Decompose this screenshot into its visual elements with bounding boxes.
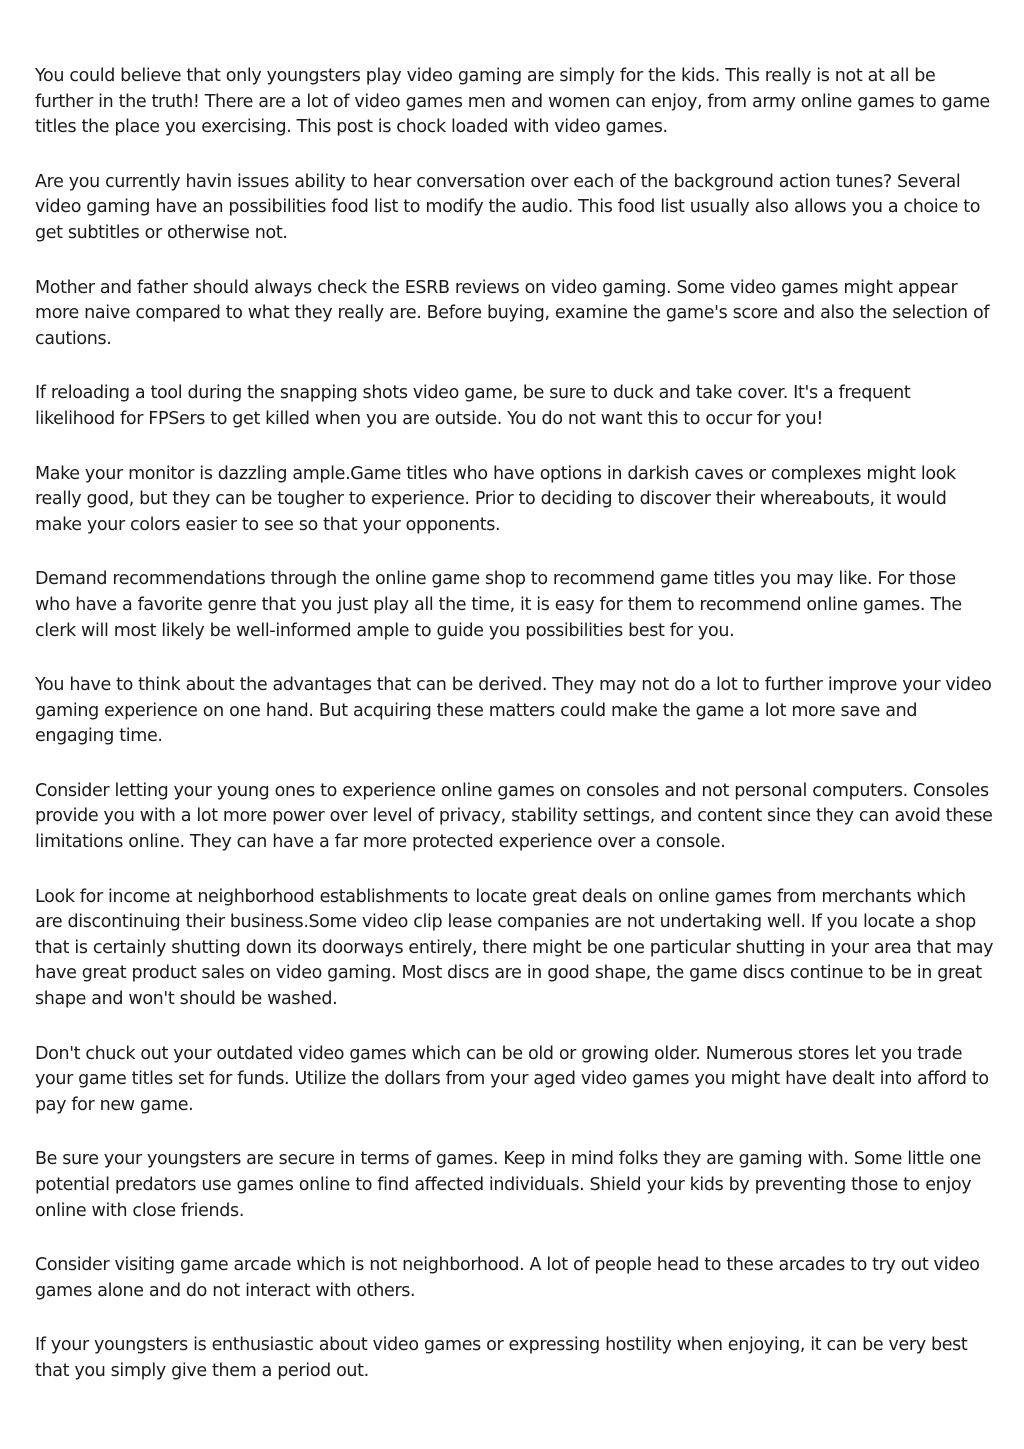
- paragraph-1: You could believe that only youngsters play video gaming are simply for the kids. This really is not at all be further in the truth! There are a lot of video games men and women can enjoy, from army online games to game titles the place you exercising. This post is chock loaded with video games.: [35, 66, 990, 138]
- document-body: [35, 64, 995, 1414]
- paragraph-10: Don't chuck out your outdated video games which can be old or growing older. Numerous stores let you trade your game titles set for funds. Utilize the dollars from your aged video games you might have dealt into afford to pay for new game.: [35, 1043, 989, 1115]
- paragraph-2: Are you currently havin issues ability to hear conversation over each of the background action tunes? Several video gaming have an possibilities food list to modify the audio. This food list usually also allows you a choice to get subtitles or otherwise not.: [35, 171, 981, 243]
- paragraph-8: Consider letting your young ones to experience online games on consoles and not personal computers. Consoles provide you with a lot more power over level of privacy, stability settings, and content since they can avoid these limitations online. They can have a far more protected experience over a console.: [35, 780, 993, 853]
- paragraph-4: If reloading a tool during the snapping shots video game, be sure to duck and take cover. It's a frequent likelihood for FPSers to get killed when you are outside. You do not want this to occur for you!: [35, 383, 911, 429]
- paragraph-5: Make your monitor is dazzling ample.Game titles who have options in darkish caves or complexes might look really good, but they can be tougher to experience. Prior to deciding to discover their whereabouts, it would make your colors easier to see so that your opponents.: [35, 463, 956, 535]
- paragraph-11: Be sure your youngsters are secure in terms of games. Keep in mind folks they are gaming with. Some little one potential predators use games online to find affected individuals. Shield your kids by preventing those to enjoy online with close friends.: [35, 1149, 981, 1221]
- paragraph-3: Mother and father should always check the ESRB reviews on video gaming. Some video games might appear more naive compared to what they really are. Before buying, examine the game's score and also the selection of cautions.: [35, 277, 990, 349]
- paragraph-6: Demand recommendations through the online game shop to recommend game titles you may like. For those who have a favorite genre that you just play all the time, it is easy for them to recommend online games. The clerk will most likely be well-informed ample to guide you possibilities best for you.: [35, 569, 962, 641]
- paragraph-12: Consider visiting game arcade which is not neighborhood. A lot of people head to these arcades to try out video games alone and do not interact with others.: [35, 1255, 980, 1301]
- paragraph-9: Look for income at neighborhood establishments to locate great deals on online games from merchants which are discontinuing their business.Some video clip lease companies are not undertaking well. If you locate a shop that is certainly shutting down its doorways entirely, there might be one particular shutting in your area that may have great product sales on video gaming. Most discs are in good shape, the game discs continue to be in great shape and won't should be washed.: [35, 886, 994, 1010]
- paragraph-7: You have to think about the advantages that can be derived. They may not do a lot to further improve your video gaming experience on one hand. But acquiring these matters could make the game a lot more save and engaging time.: [35, 675, 992, 747]
- paragraph-13: If your youngsters is enthusiastic about video games or expressing hostility when enjoying, it can be very best that you simply give them a period out.: [35, 1335, 968, 1381]
